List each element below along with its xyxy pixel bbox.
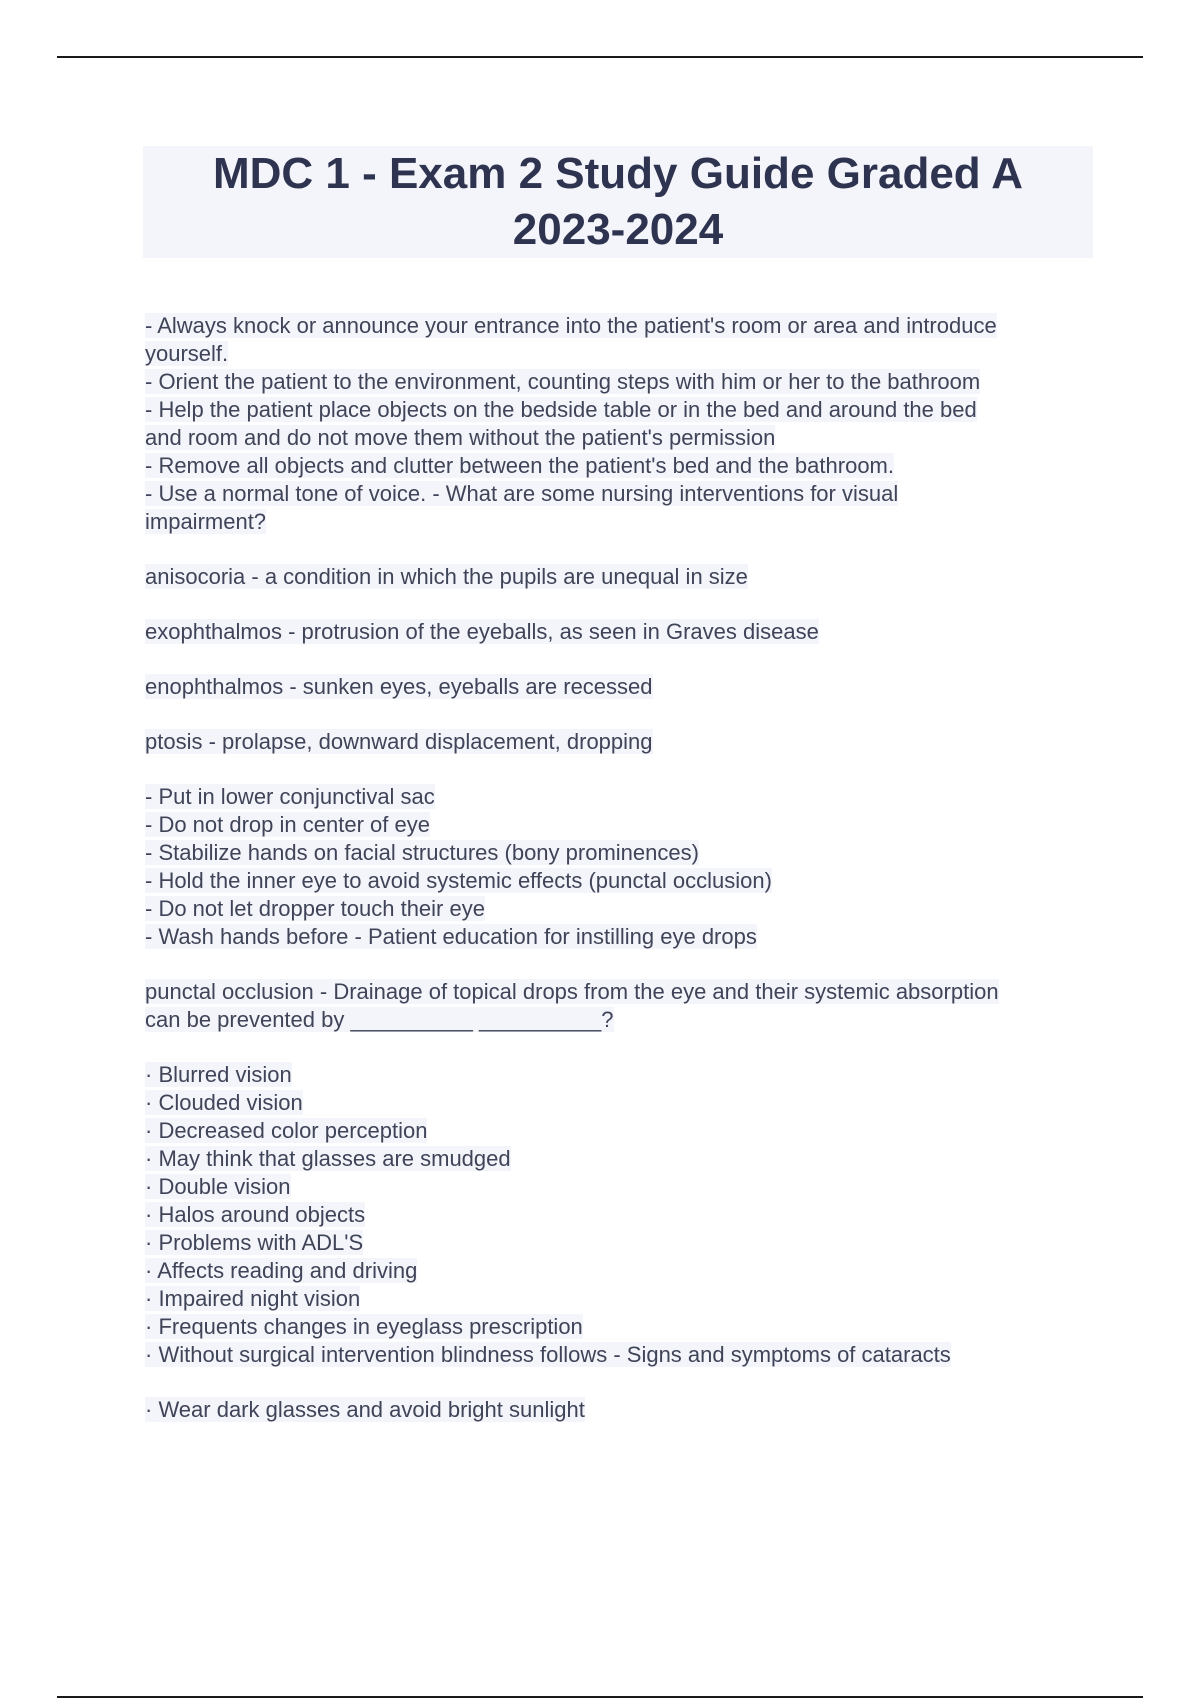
text-line-content: · May think that glasses are smudged xyxy=(145,1146,511,1171)
text-line-content: exophthalmos - protrusion of the eyeballs, as seen in Graves disease xyxy=(145,619,819,644)
text-line xyxy=(145,1201,1095,1229)
text-line-content: - Use a normal tone of voice. - What are some nursing interventions for visual xyxy=(145,481,899,506)
qa-block xyxy=(145,783,1095,951)
qa-block xyxy=(145,728,1095,756)
page-title-line-2: 2023-2024 xyxy=(512,205,724,254)
text-line-content: · Problems with ADL'S xyxy=(145,1230,364,1255)
text-line xyxy=(145,673,1095,701)
text-line-content: - Do not let dropper touch their eye xyxy=(145,896,485,921)
text-line xyxy=(145,811,1095,839)
text-line-content: impairment? xyxy=(145,509,267,534)
text-line-content: - Do not drop in center of eye xyxy=(145,812,430,837)
text-line xyxy=(145,978,1095,1006)
text-line-content: enophthalmos - sunken eyes, eyeballs are recessed xyxy=(145,674,653,699)
text-line xyxy=(145,923,1095,951)
text-line xyxy=(145,340,1095,368)
text-line xyxy=(145,1285,1095,1313)
text-line-content: · Double vision xyxy=(145,1174,291,1199)
text-line xyxy=(145,1145,1095,1173)
text-line xyxy=(145,839,1095,867)
text-line-content: - Put in lower conjunctival sac xyxy=(145,784,435,809)
bottom-divider xyxy=(57,1696,1143,1698)
text-line xyxy=(145,1089,1095,1117)
text-line-content: - Help the patient place objects on the bedside table or in the bed and around the bed xyxy=(145,397,977,422)
text-line-content: ptosis - prolapse, downward displacement, dropping xyxy=(145,729,653,754)
text-line xyxy=(145,728,1095,756)
title-banner xyxy=(143,146,1093,258)
text-line xyxy=(145,424,1095,452)
text-line xyxy=(145,480,1095,508)
qa-block xyxy=(145,312,1095,536)
text-line xyxy=(145,508,1095,536)
text-line xyxy=(145,1396,1095,1424)
page-title xyxy=(143,146,1093,258)
text-line-content: yourself. xyxy=(145,341,229,366)
study-guide-content xyxy=(145,312,1095,1451)
qa-block xyxy=(145,1396,1095,1424)
text-line-content: - Wash hands before - Patient education for instilling eye drops xyxy=(145,924,757,949)
text-line-content: - Orient the patient to the environment, counting steps with him or her to the bathroom xyxy=(145,369,981,394)
text-line xyxy=(145,1341,1095,1369)
text-line-content: - Hold the inner eye to avoid systemic effects (punctal occlusion) xyxy=(145,868,772,893)
page-title-line-1: MDC 1 - Exam 2 Study Guide Graded A xyxy=(212,149,1024,198)
text-line-content: and room and do not move them without the patient's permission xyxy=(145,425,776,450)
text-line-content: - Remove all objects and clutter between the patient's bed and the bathroom. xyxy=(145,453,894,478)
text-line-content: · Clouded vision xyxy=(145,1090,303,1115)
text-line-content: · Halos around objects xyxy=(145,1202,366,1227)
text-line-content: · Wear dark glasses and avoid bright sunlight xyxy=(145,1397,585,1422)
text-line xyxy=(145,867,1095,895)
qa-block xyxy=(145,563,1095,591)
text-line xyxy=(145,1229,1095,1257)
text-line xyxy=(145,1173,1095,1201)
text-line xyxy=(145,1117,1095,1145)
text-line xyxy=(145,1313,1095,1341)
text-line-content: · Blurred vision xyxy=(145,1062,292,1087)
text-line xyxy=(145,1006,1095,1034)
text-line xyxy=(145,368,1095,396)
text-line xyxy=(145,312,1095,340)
top-divider xyxy=(57,56,1143,58)
text-line-content: anisocoria - a condition in which the pupils are unequal in size xyxy=(145,564,748,589)
text-line xyxy=(145,452,1095,480)
text-line xyxy=(145,563,1095,591)
text-line-content: can be prevented by __________ __________? xyxy=(145,1007,614,1032)
text-line xyxy=(145,783,1095,811)
text-line xyxy=(145,1257,1095,1285)
text-line-content: · Decreased color perception xyxy=(145,1118,428,1143)
text-line-content: · Frequents changes in eyeglass prescription xyxy=(145,1314,583,1339)
text-line-content: · Without surgical intervention blindness follows - Signs and symptoms of cataracts xyxy=(145,1342,951,1367)
text-line-content: · Impaired night vision xyxy=(145,1286,361,1311)
text-line xyxy=(145,396,1095,424)
text-line-content: - Always knock or announce your entrance into the patient's room or area and introduce xyxy=(145,313,997,338)
text-line-content: · Affects reading and driving xyxy=(145,1258,418,1283)
qa-block xyxy=(145,618,1095,646)
qa-block xyxy=(145,673,1095,701)
qa-block xyxy=(145,978,1095,1034)
text-line-content: punctal occlusion - Drainage of topical drops from the eye and their systemic absorption xyxy=(145,979,999,1004)
text-line xyxy=(145,1061,1095,1089)
text-line xyxy=(145,895,1095,923)
qa-block xyxy=(145,1061,1095,1369)
text-line xyxy=(145,618,1095,646)
text-line-content: - Stabilize hands on facial structures (bony prominences) xyxy=(145,840,699,865)
